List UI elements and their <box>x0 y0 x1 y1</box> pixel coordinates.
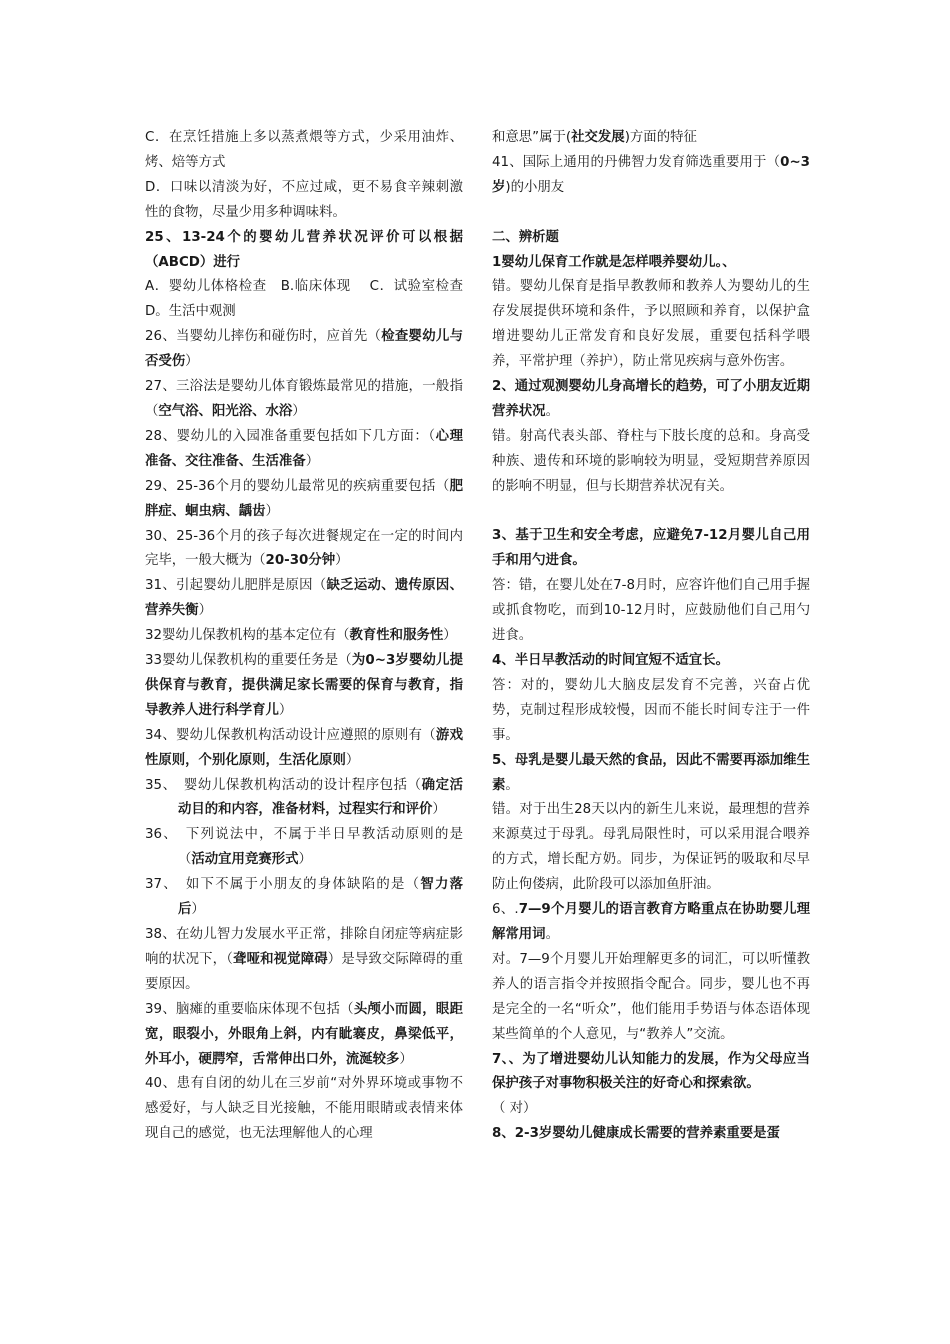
left-column <box>145 126 477 1147</box>
paragraph <box>145 475 463 525</box>
bold-text: 心理准备、交往准备、生活准备 <box>145 428 463 469</box>
paragraph <box>145 425 463 475</box>
paragraph <box>145 923 463 998</box>
paragraph <box>145 724 463 774</box>
bold-text: 25、13-24个的婴幼儿营养状况评价可以根据（ABCD）进行 <box>145 229 463 270</box>
right-column <box>492 126 810 1147</box>
text: 错。射高代表头部、脊柱与下肢长度的总和。身高受种族、遗传和环境的影响较为明显，受短期营养原因的影响不明显，但与长期营养状况有关。 <box>492 428 810 494</box>
bold-text: 游戏性原则，个别化原则，生活化原则 <box>145 727 463 768</box>
bold-text: 7、、为了增进婴幼儿认知能力的发展，作为父母应当保护孩子对事物积极关注的好奇心和探索欲。 <box>492 1051 810 1092</box>
bold-text: 确定活动目的和内容，准备材料，过程实行和评价 <box>178 777 463 818</box>
text: 和意思”属于( <box>492 130 572 145</box>
bold-text: 肥胖症、蛔虫病、龋齿 <box>145 478 463 519</box>
bold-text: 检查婴幼儿与否受伤 <box>145 329 463 370</box>
paragraph <box>492 425 810 500</box>
text: ） <box>191 902 205 918</box>
paragraph <box>492 226 810 251</box>
blank-line <box>492 500 810 525</box>
paragraph <box>492 898 810 948</box>
paragraph <box>145 774 463 824</box>
text: 35、 婴幼儿保教机构活动的设计程序包括（ <box>145 777 422 793</box>
paragraph <box>492 126 810 151</box>
bold-text: 智力落后 <box>178 877 464 918</box>
bold-text: 空气浴、阳光浴、水浴 <box>158 403 293 419</box>
text: D．口味以清淡为好，不应过咸，更不易食辛辣刺激性的食物，尽量少用多种调味料。 <box>145 179 463 220</box>
bold-text: 0~3岁 <box>492 154 810 195</box>
paragraph <box>492 948 810 1048</box>
paragraph <box>492 649 810 674</box>
text: 错。对于出生28天以内的新生儿来说，最理想的营养来源莫过于母乳。母乳局限性时，可以采用混合喂养的方式，增长配方奶。同步，为保证钙的吸取和尽早防止佝偻病，此阶段可以添加鱼肝油。 <box>492 802 810 893</box>
text: 34、婴幼儿保教机构活动设计应遵照的原则有（ <box>145 727 436 743</box>
bold-text: 1婴幼儿保育工作就是怎样喂养婴幼儿。、 <box>492 254 736 270</box>
text: )方面的特征 <box>624 130 697 145</box>
paragraph <box>492 151 810 201</box>
text: 6、. <box>492 902 519 918</box>
blank-line <box>492 201 810 226</box>
text: ） <box>345 752 360 768</box>
text: A．婴幼儿体格检查 B.临床体现 C．试验室检查 D。生活中观测 <box>145 279 477 320</box>
text: 30、25-36个月的孩子每次进餐规定在一定的时间内完毕，一般大概为（ <box>145 528 463 569</box>
text: （ 对） <box>492 1101 537 1117</box>
paragraph <box>492 749 810 799</box>
text: 对。7—9个月婴儿开始理解更多的词汇，可以听懂教养人的语言指令并按照指令配合。同步，婴儿也不再是完全的一名“听众”，他们能用手势语与体态语体现某些简单的个人意见，与“教养人”交流。 <box>492 951 810 1042</box>
text: ） <box>292 403 306 419</box>
bold-text: 头颅小而圆，眼距宽，眼裂小，外眼角上斜，内有眦褰皮，鼻梁低平，外耳小，硬腭窄，舌常伸出口外，流涎较多 <box>145 1001 463 1067</box>
bold-text: 3、基于卫生和安全考虑，应避免7-12月婴儿自己用手和用勺进食。 <box>492 528 810 569</box>
paragraph <box>145 624 463 649</box>
paragraph <box>145 375 463 425</box>
text: 。 <box>545 403 559 419</box>
paragraph <box>492 798 810 898</box>
bold-text: 缺乏运动、遗传原因、营养失衡 <box>145 578 463 619</box>
text: 。 <box>505 777 519 793</box>
paragraph <box>145 649 463 724</box>
text: 40、患有自闭的幼儿在三岁前“对外界环境或事物不感爱好，与人缺乏目光接触，不能用眼睛或表情来体现自己的感觉，也无法理解他人的心理 <box>145 1076 463 1142</box>
text: ） <box>298 852 312 868</box>
bold-text: 聋哑和视觉障碍 <box>233 951 328 967</box>
text: ） <box>432 802 446 818</box>
bold-text: 活动宜用竞赛形式 <box>191 852 299 868</box>
text: C．在烹饪措施上多以蒸煮煨等方式，少采用油炸、烤、焙等方式 <box>145 130 463 170</box>
text: ） <box>265 503 279 519</box>
text: ） <box>185 354 199 370</box>
paragraph <box>145 176 463 226</box>
paragraph <box>145 823 463 873</box>
paragraph <box>492 251 810 276</box>
text: 28、婴幼儿的入园准备重要包括如下几方面：（ <box>145 428 436 444</box>
paragraph <box>145 998 463 1073</box>
text: 37、 如下不属于小朋友的身体缺陷的是（ <box>145 877 421 893</box>
text: ） <box>278 702 293 718</box>
text: 26、当婴幼儿摔伤和碰伤时，应首先（ <box>145 329 382 345</box>
text: 错。婴幼儿保育是指早教教师和教养人为婴幼儿的生存发展提供环境和条件，予以照顾和养育，以保护盒增进婴幼儿正常发育和良好发展，重要包括科学喂养，平常护理（养护），防止常见疾病与意外伤害。 <box>492 279 810 370</box>
text: 答：对的，婴幼儿大脑皮层发育不完善，兴奋占优势，克制过程形成较慢，因而不能长时间专注于一件事。 <box>492 677 810 743</box>
paragraph <box>145 873 463 923</box>
paragraph <box>492 275 810 375</box>
text: ） <box>443 628 457 644</box>
paragraph <box>492 574 810 649</box>
text: ）是导致交际障碍的重要原因。 <box>145 951 463 992</box>
text: ） <box>399 1051 413 1067</box>
text: )的小朋友 <box>505 179 565 195</box>
bold-text: 4、半日早教活动的时间宜短不适宜长。 <box>492 653 729 668</box>
paragraph <box>145 126 463 176</box>
text: 答：错，在婴儿处在7-8月时，应容许他们自己用手握或抓食物吃，而到10-12月时，应鼓励他们自己用勺进食。 <box>492 578 810 644</box>
paragraph <box>145 226 463 276</box>
bold-text: 教育性和服务性 <box>349 628 444 644</box>
text: 29、25-36个月的婴幼儿最常见的疾病重要包括（ <box>145 478 450 494</box>
text: 36、 下列说法中，不属于半日早教活动原则的是（ <box>145 827 463 868</box>
paragraph <box>145 325 463 375</box>
text: 38、在幼儿智力发展水平正常，排除自闭症等病症影响的状况下，（ <box>145 927 463 967</box>
paragraph <box>492 375 810 425</box>
text: 32婴幼儿保教机构的基本定位有（ <box>145 628 350 644</box>
text: ） <box>335 553 349 569</box>
bold-text: 5、母乳是婴儿最天然的食品，因此不需要再添加维生素 <box>492 752 810 793</box>
text: 。 <box>545 926 559 942</box>
paragraph <box>145 525 463 575</box>
text: ） <box>305 453 320 469</box>
paragraph <box>145 1072 463 1147</box>
bold-text: 社交发展 <box>571 130 625 145</box>
bold-text: 7—9个月婴儿的语言教育方略重点在协助婴儿理解常用词 <box>492 902 810 942</box>
paragraph <box>492 524 810 574</box>
bold-text: 为0~3岁婴幼儿提供保育与教育，提供满足家长需要的保育与教育，指导教养人进行科学育儿 <box>145 653 463 718</box>
paragraph <box>492 1097 810 1122</box>
bold-text: 二、辨析题 <box>492 229 559 245</box>
text: 33婴幼儿保教机构的重要任务是（ <box>145 653 352 669</box>
text: ） <box>198 603 212 619</box>
paragraph <box>492 674 810 749</box>
text: 39、脑瘫的重要临床体现不包括（ <box>145 1001 354 1017</box>
paragraph <box>492 1048 810 1098</box>
paragraph <box>492 1122 810 1147</box>
paragraph <box>145 275 477 325</box>
text: 41、国际上通用的丹佛智力发育筛选重要用于（ <box>492 154 781 170</box>
bold-text: 8、2-3岁婴幼儿健康成长需要的营养素重要是蛋 <box>492 1126 780 1142</box>
bold-text: 2、通过观测婴幼儿身高增长的趋势，可了小朋友近期营养状况 <box>492 379 810 419</box>
text: 31、引起婴幼儿肥胖是原因（ <box>145 578 327 594</box>
bold-text: 20-30分钟 <box>265 553 336 569</box>
paragraph <box>145 574 463 624</box>
text: 27、三浴法是婴幼儿体育锻炼最常见的措施，一般指（ <box>145 379 463 419</box>
